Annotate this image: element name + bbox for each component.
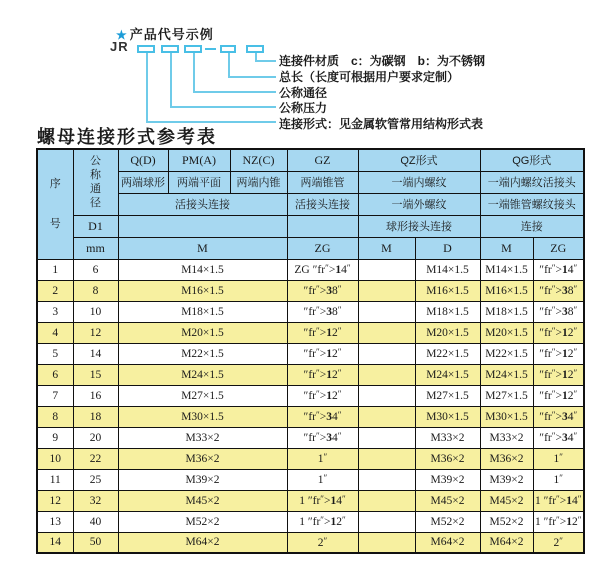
cell-m: M45×2 bbox=[118, 490, 287, 511]
cell-qg-m: M39×2 bbox=[480, 469, 533, 490]
cell-qg-m: M52×2 bbox=[480, 511, 533, 532]
cell-qg-m: M27×1.5 bbox=[480, 385, 533, 406]
cell-seq: 10 bbox=[37, 448, 73, 469]
cell-qg-zg: 2″ bbox=[533, 532, 584, 553]
cell-dn: 40 bbox=[73, 511, 118, 532]
cell-dn: 15 bbox=[73, 364, 118, 385]
header-qz-m: M bbox=[358, 237, 415, 259]
cell-qg-zg: 1″ bbox=[533, 469, 584, 490]
cell-gz: ″fr″>38″ bbox=[287, 301, 358, 322]
cell-gz: 1″ bbox=[287, 448, 358, 469]
table-title: 螺母连接形式参考表 bbox=[37, 127, 217, 147]
code-box-3 bbox=[184, 45, 202, 53]
cell-dn: 50 bbox=[73, 532, 118, 553]
cell-qz-m bbox=[358, 490, 415, 511]
cell-m: M20×1.5 bbox=[118, 322, 287, 343]
cell-gz: ″fr″>38″ bbox=[287, 280, 358, 301]
cell-gz: 1 ″fr″>14″ bbox=[287, 490, 358, 511]
table-row bbox=[37, 511, 584, 532]
cell-qg-zg: ″fr″>12″ bbox=[533, 343, 584, 364]
code-box-2 bbox=[161, 45, 179, 53]
cell-seq: 7 bbox=[37, 385, 73, 406]
code-box-1 bbox=[137, 45, 155, 53]
cell-m: M39×2 bbox=[118, 469, 287, 490]
table-row bbox=[37, 280, 584, 301]
cell-m: M36×2 bbox=[118, 448, 287, 469]
cell-gz: ″fr″>12″ bbox=[287, 385, 358, 406]
label-nominal-bore: 公称通径 bbox=[279, 85, 328, 100]
cell-qz-m bbox=[358, 280, 415, 301]
header-qg-taper-joint: 一端锥管螺纹接头 bbox=[480, 193, 584, 215]
header-row-2 bbox=[37, 171, 584, 193]
header-qg-form: QG形式 bbox=[480, 149, 584, 171]
cell-gz: ″fr″>34″ bbox=[287, 427, 358, 448]
header-empty-1 bbox=[118, 215, 287, 237]
diagram-labels bbox=[279, 54, 485, 133]
header-pma: PM(A) bbox=[168, 149, 230, 171]
table-row bbox=[37, 406, 584, 427]
header-mm: mm bbox=[73, 237, 118, 259]
header-qd-desc: 两端球形 bbox=[118, 171, 168, 193]
cell-m: M30×1.5 bbox=[118, 406, 287, 427]
cell-seq: 12 bbox=[37, 490, 73, 511]
header-seq: 序号 bbox=[37, 149, 73, 259]
cell-qz-d: M64×2 bbox=[415, 532, 480, 553]
cell-qg-zg: ″fr″>14″ bbox=[533, 259, 584, 280]
header-row-1 bbox=[37, 149, 584, 171]
header-dn: 公称通径 bbox=[73, 149, 118, 215]
connector-line-5 bbox=[255, 53, 276, 62]
header-qz-ball-joint: 球形接头连接 bbox=[358, 215, 480, 237]
cell-qz-m bbox=[358, 448, 415, 469]
cell-qg-zg: 1 ″fr″>12″ bbox=[533, 511, 584, 532]
cell-qg-zg: ″fr″>38″ bbox=[533, 280, 584, 301]
star-icon: ★ bbox=[116, 28, 128, 42]
cell-seq: 14 bbox=[37, 532, 73, 553]
cell-qg-zg: ″fr″>34″ bbox=[533, 427, 584, 448]
code-box-5 bbox=[246, 45, 264, 53]
cell-dn: 22 bbox=[73, 448, 118, 469]
diagram-heading bbox=[116, 24, 214, 43]
cell-m: M22×1.5 bbox=[118, 343, 287, 364]
cell-qz-d: M27×1.5 bbox=[415, 385, 480, 406]
cell-qz-m bbox=[358, 364, 415, 385]
cell-qz-d: M33×2 bbox=[415, 427, 480, 448]
cell-m: M27×1.5 bbox=[118, 385, 287, 406]
table-row bbox=[37, 343, 584, 364]
cell-qz-m bbox=[358, 385, 415, 406]
cell-qg-m: M16×1.5 bbox=[480, 280, 533, 301]
cell-qg-m: M24×1.5 bbox=[480, 364, 533, 385]
cell-m: M24×1.5 bbox=[118, 364, 287, 385]
cell-qg-zg: ″fr″>38″ bbox=[533, 301, 584, 322]
nut-connection-table bbox=[36, 148, 585, 554]
label-total-length: 总长（长度可根据用户要求定制） bbox=[279, 69, 460, 84]
cell-seq: 5 bbox=[37, 343, 73, 364]
cell-qz-d: M45×2 bbox=[415, 490, 480, 511]
cell-m: M18×1.5 bbox=[118, 301, 287, 322]
code-box-4 bbox=[220, 45, 236, 53]
table-row bbox=[37, 322, 584, 343]
cell-qz-m bbox=[358, 469, 415, 490]
cell-qg-m: M22×1.5 bbox=[480, 343, 533, 364]
header-qg-zg: ZG bbox=[533, 237, 584, 259]
table-body bbox=[37, 259, 584, 553]
cell-qz-d: M30×1.5 bbox=[415, 406, 480, 427]
cell-m: M33×2 bbox=[118, 427, 287, 448]
cell-qz-m bbox=[358, 532, 415, 553]
cell-dn: 6 bbox=[73, 259, 118, 280]
cell-seq: 3 bbox=[37, 301, 73, 322]
cell-qg-m: M18×1.5 bbox=[480, 301, 533, 322]
header-qz-d: D bbox=[415, 237, 480, 259]
cell-qg-m: M64×2 bbox=[480, 532, 533, 553]
cell-seq: 6 bbox=[37, 364, 73, 385]
cell-qz-d: M14×1.5 bbox=[415, 259, 480, 280]
cell-seq: 9 bbox=[37, 427, 73, 448]
cell-m: M16×1.5 bbox=[118, 280, 287, 301]
cell-dn: 12 bbox=[73, 322, 118, 343]
label-nominal-press: 公称压力 bbox=[279, 101, 328, 116]
cell-qz-d: M36×2 bbox=[415, 448, 480, 469]
cell-qz-m bbox=[358, 259, 415, 280]
header-row-3 bbox=[37, 193, 584, 215]
table-row bbox=[37, 469, 584, 490]
cell-qg-m: M33×2 bbox=[480, 427, 533, 448]
cell-qz-d: M24×1.5 bbox=[415, 364, 480, 385]
header-nzc: NZ(C) bbox=[230, 149, 287, 171]
cell-qz-m bbox=[358, 406, 415, 427]
table-row bbox=[37, 532, 584, 553]
cell-gz: ″fr″>12″ bbox=[287, 322, 358, 343]
header-qz-form: QZ形式 bbox=[358, 149, 480, 171]
cell-seq: 13 bbox=[37, 511, 73, 532]
header-pma-desc: 两端平面 bbox=[168, 171, 230, 193]
cell-qg-m: M36×2 bbox=[480, 448, 533, 469]
cell-qz-d: M39×2 bbox=[415, 469, 480, 490]
header-row-5 bbox=[37, 237, 584, 259]
cell-dn: 20 bbox=[73, 427, 118, 448]
header-gz-union-joint: 活接头连接 bbox=[287, 193, 358, 215]
code-dash bbox=[205, 48, 216, 50]
cell-gz: ZG ″fr″>14″ bbox=[287, 259, 358, 280]
cell-qg-m: M20×1.5 bbox=[480, 322, 533, 343]
cell-gz: ″fr″>12″ bbox=[287, 343, 358, 364]
header-m-span: M bbox=[118, 237, 287, 259]
cell-qz-d: M22×1.5 bbox=[415, 343, 480, 364]
cell-dn: 14 bbox=[73, 343, 118, 364]
cell-gz: 1″ bbox=[287, 469, 358, 490]
table-row bbox=[37, 448, 584, 469]
cell-seq: 1 bbox=[37, 259, 73, 280]
header-d1: D1 bbox=[73, 215, 118, 237]
diagram-heading-text: 产品代号示例 bbox=[129, 27, 214, 42]
cell-gz: ″fr″>12″ bbox=[287, 364, 358, 385]
cell-gz: 2″ bbox=[287, 532, 358, 553]
product-code-prefix: JR bbox=[110, 39, 129, 54]
cell-qz-m bbox=[358, 427, 415, 448]
cell-qg-m: M30×1.5 bbox=[480, 406, 533, 427]
cell-qz-d: M16×1.5 bbox=[415, 280, 480, 301]
cell-qz-m bbox=[358, 511, 415, 532]
header-qz-ext-thread: 一端外螺纹 bbox=[358, 193, 480, 215]
header-nzc-desc: 两端内锥 bbox=[230, 171, 287, 193]
header-qd: Q(D) bbox=[118, 149, 168, 171]
header-qg-m: M bbox=[480, 237, 533, 259]
cell-dn: 8 bbox=[73, 280, 118, 301]
cell-m: M14×1.5 bbox=[118, 259, 287, 280]
header-gz: GZ bbox=[287, 149, 358, 171]
cell-qg-m: M14×1.5 bbox=[480, 259, 533, 280]
cell-qz-m bbox=[358, 301, 415, 322]
table-row bbox=[37, 364, 584, 385]
header-union-joint: 活接头连接 bbox=[118, 193, 287, 215]
cell-gz: 1 ″fr″>12″ bbox=[287, 511, 358, 532]
cell-dn: 32 bbox=[73, 490, 118, 511]
cell-m: M64×2 bbox=[118, 532, 287, 553]
table-row bbox=[37, 385, 584, 406]
cell-seq: 4 bbox=[37, 322, 73, 343]
cell-dn: 18 bbox=[73, 406, 118, 427]
cell-qg-m: M45×2 bbox=[480, 490, 533, 511]
table-row bbox=[37, 259, 584, 280]
header-qz-desc: 一端内螺纹 bbox=[358, 171, 480, 193]
cell-qg-zg: ″fr″>12″ bbox=[533, 364, 584, 385]
label-connect-form: 连接形式：见金属软管常用结构形式表 bbox=[279, 117, 484, 131]
cell-qg-zg: 1 ″fr″>14″ bbox=[533, 490, 584, 511]
cell-qz-d: M20×1.5 bbox=[415, 322, 480, 343]
header-row-4 bbox=[37, 215, 584, 237]
cell-dn: 25 bbox=[73, 469, 118, 490]
table-row bbox=[37, 427, 584, 448]
cell-qg-zg: ″fr″>34″ bbox=[533, 406, 584, 427]
cell-qg-zg: 1″ bbox=[533, 448, 584, 469]
header-qg-desc: 一端内螺纹活接头 bbox=[480, 171, 584, 193]
cell-seq: 8 bbox=[37, 406, 73, 427]
header-zg: ZG bbox=[287, 237, 358, 259]
cell-m: M52×2 bbox=[118, 511, 287, 532]
cell-dn: 10 bbox=[73, 301, 118, 322]
table-row bbox=[37, 490, 584, 511]
cell-gz: ″fr″>34″ bbox=[287, 406, 358, 427]
table-row bbox=[37, 301, 584, 322]
cell-qz-m bbox=[358, 322, 415, 343]
cell-qz-d: M18×1.5 bbox=[415, 301, 480, 322]
cell-seq: 2 bbox=[37, 280, 73, 301]
cell-qz-d: M52×2 bbox=[415, 511, 480, 532]
table-header bbox=[37, 149, 584, 259]
cell-seq: 11 bbox=[37, 469, 73, 490]
cell-qz-m bbox=[358, 343, 415, 364]
label-material: 连接件材质 c：为碳钢 b：为不锈钢 bbox=[279, 54, 486, 68]
header-gz-desc: 两端锥管 bbox=[287, 171, 358, 193]
cell-dn: 16 bbox=[73, 385, 118, 406]
cell-qg-zg: ″fr″>12″ bbox=[533, 322, 584, 343]
cell-qg-zg: ″fr″>12″ bbox=[533, 385, 584, 406]
header-empty-2 bbox=[287, 215, 358, 237]
header-qg-connect: 连接 bbox=[480, 215, 584, 237]
